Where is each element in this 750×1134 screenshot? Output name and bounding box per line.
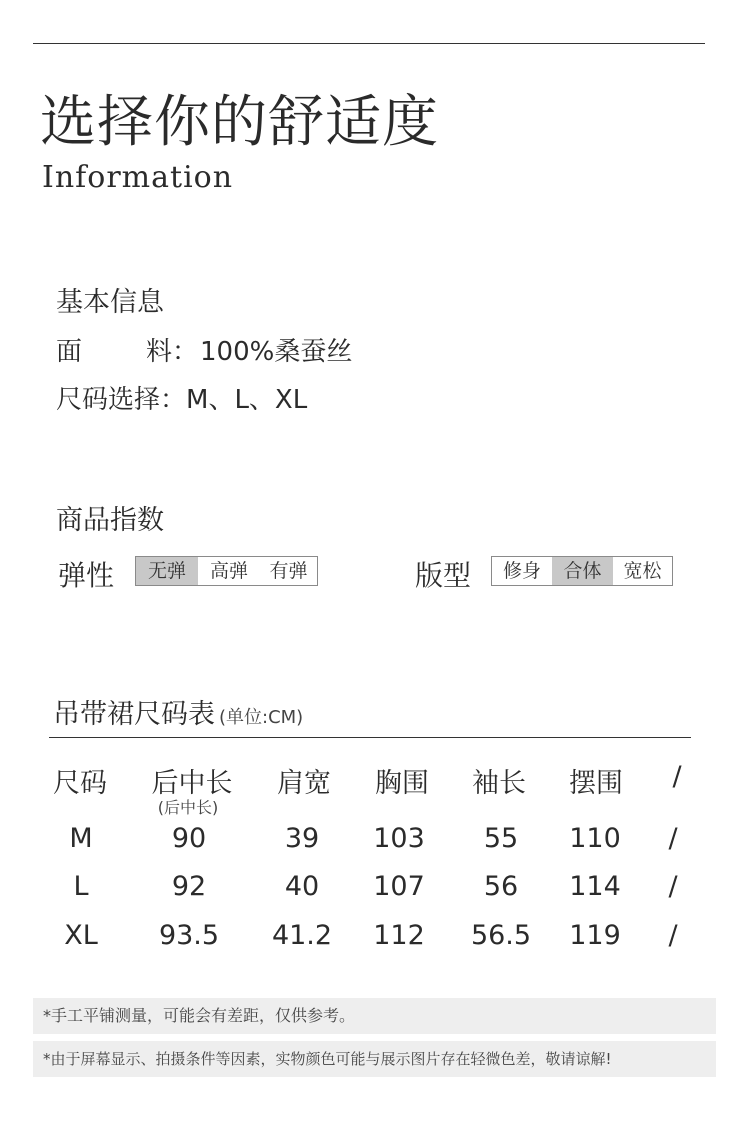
elasticity-option-some: 有弹 [269, 560, 308, 582]
table-cell: 56.5 [470, 920, 532, 951]
col-header-hem: 摆围 [569, 768, 623, 799]
elasticity-label: 弹性 [58, 559, 115, 592]
table-cell: 40 [284, 871, 320, 902]
table-cell: 110 [569, 823, 621, 854]
table-cell: 39 [284, 823, 320, 854]
table-cell: L [73, 871, 89, 902]
col-header-extra: / [672, 761, 682, 792]
fit-scale [491, 556, 673, 586]
table-cell: 114 [569, 871, 621, 902]
fabric-label-b: 料： [146, 337, 199, 367]
table-cell: M [69, 823, 93, 854]
fit-option-slim: 修身 [502, 560, 541, 582]
col-header-bust: 胸围 [375, 768, 429, 799]
fit-option-regular: 合体 [552, 557, 613, 585]
measurement-note: *手工平铺测量，可能会有差距，仅供参考。 [33, 998, 716, 1034]
table-cell: 92 [171, 871, 207, 902]
fabric-value: 100%桑蚕丝 [200, 337, 353, 367]
col-header-sleeve: 袖长 [472, 768, 526, 799]
table-cell: 103 [373, 823, 425, 854]
table-cell: 90 [171, 823, 207, 854]
product-index-heading: 商品指数 [56, 505, 164, 536]
color-disclaimer-note: *由于屏幕显示、拍摄条件等因素，实物颜色可能与展示图片存在轻微色差，敬请谅解! [33, 1041, 716, 1077]
top-divider [33, 43, 705, 44]
table-cell: / [668, 823, 678, 854]
col-header-length-sub: (后中长) [157, 798, 219, 817]
col-header-shoulder: 肩宽 [277, 768, 331, 799]
table-cell: 93.5 [158, 920, 220, 951]
fabric-label-a: 面 [56, 337, 83, 367]
table-cell: 55 [483, 823, 519, 854]
size-table-title: 吊带裙尺码表 [53, 699, 215, 730]
size-label-text: 尺码选择： [56, 385, 187, 415]
page-title: 选择你的舒适度 [40, 90, 439, 155]
size-table-unit: (单位:CM) [219, 707, 304, 728]
table-cell: 119 [569, 920, 621, 951]
size-value: M、L、XL [186, 385, 308, 415]
col-header-size: 尺码 [53, 768, 107, 799]
table-cell: / [668, 871, 678, 902]
table-cell: / [668, 920, 678, 951]
fit-label: 版型 [415, 559, 472, 592]
size-label [56, 379, 307, 416]
basic-info-heading: 基本信息 [56, 287, 164, 318]
size-table-divider [49, 737, 691, 738]
table-cell: 107 [373, 871, 425, 902]
size-table-title-row [53, 692, 303, 731]
fit-option-loose: 宽松 [623, 560, 662, 582]
elasticity-scale [135, 556, 318, 586]
table-cell: 41.2 [271, 920, 333, 951]
table-cell: 56 [483, 871, 519, 902]
col-header-length: 后中长 [151, 768, 233, 799]
page-subtitle: Information [42, 160, 234, 195]
table-cell: 112 [373, 920, 425, 951]
table-cell: XL [64, 920, 98, 951]
elasticity-option-high: 高弹 [209, 560, 248, 582]
elasticity-option-none: 无弹 [136, 557, 198, 585]
